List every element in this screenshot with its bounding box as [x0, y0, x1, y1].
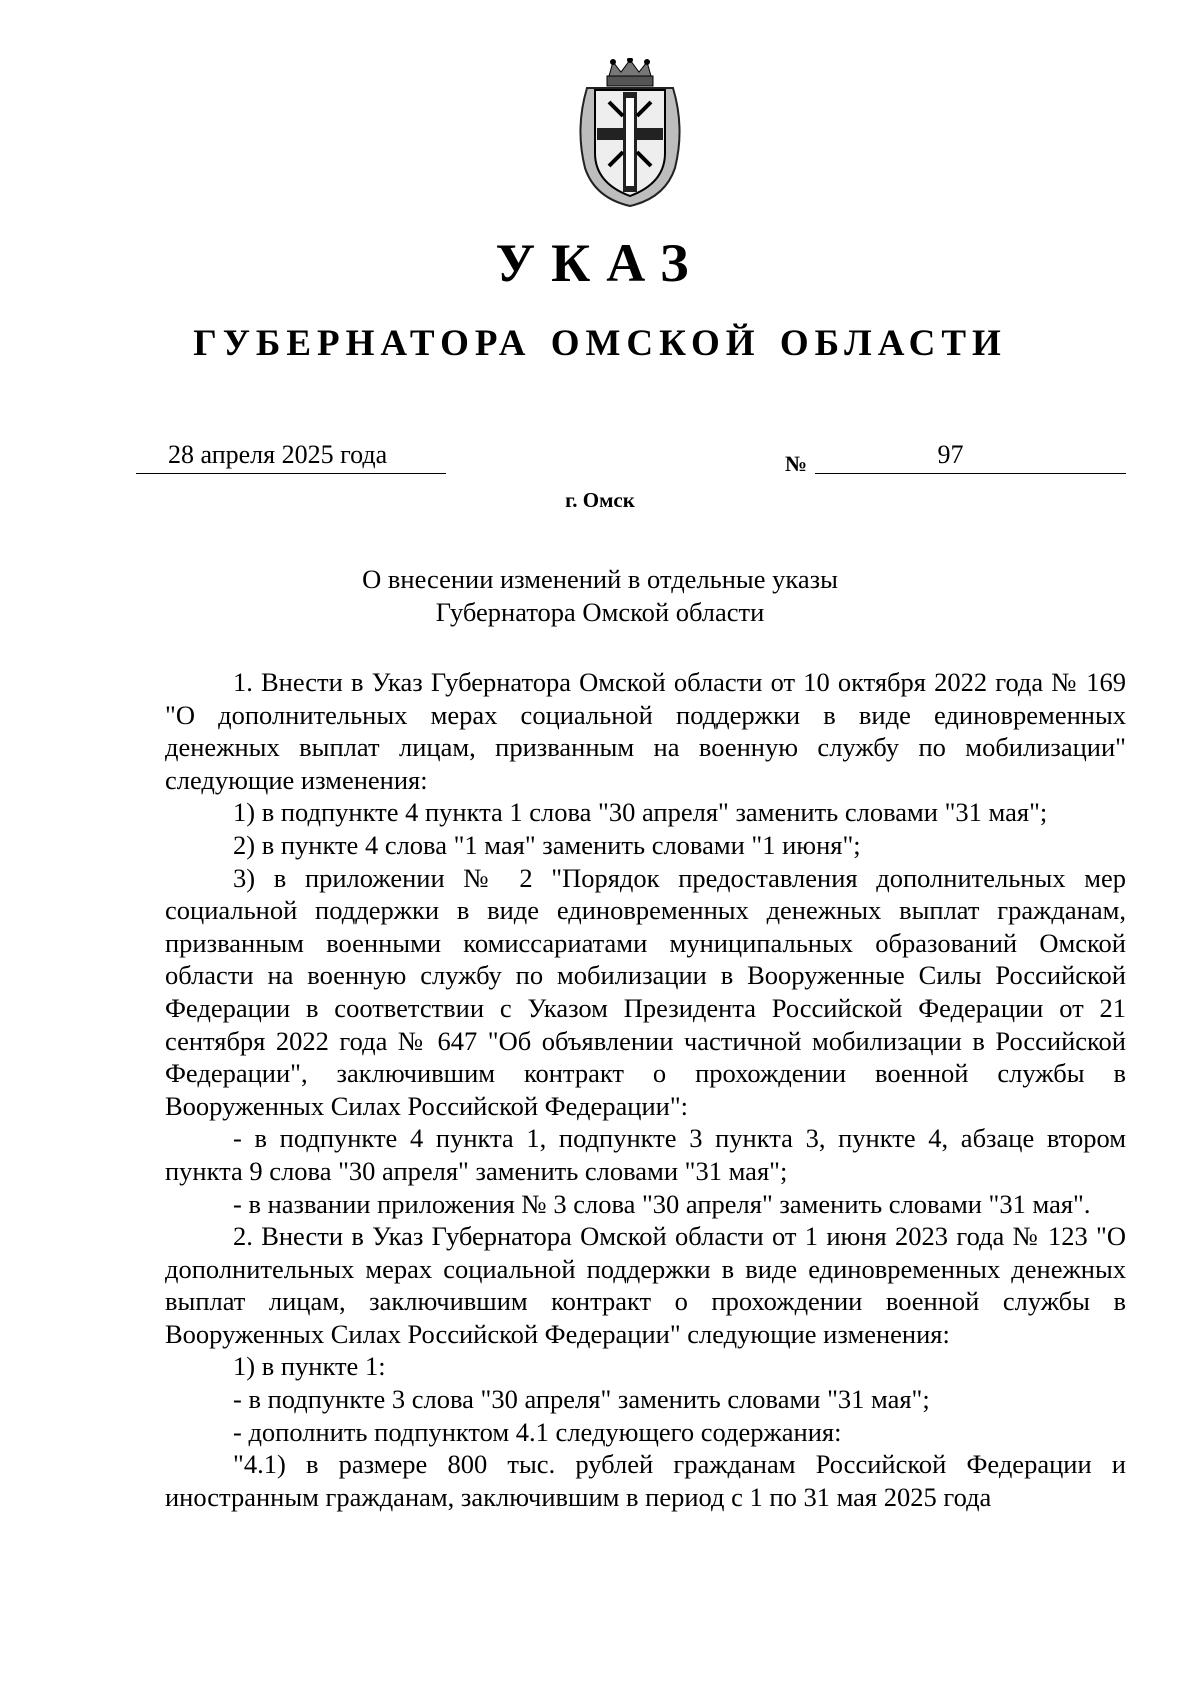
document-subject	[0, 563, 1200, 629]
paragraph: 3) в приложении № 2 "Порядок предоставления дополнительных мер социальной поддержки в виде единовременных денежных выплат гражданам, призванным военными комиссариатами муниципальных образований Омской области на военную службу по мобилизации в Вооруженные Силы Российской Федерации в соответствии с Указом Президента Российской Федерации от 21 сентября 2022 года № 647 "Об объявлении частичной мобилизации в Российской Федерации", заключившим контракт о прохождении военной службы в Вооруженных Силах Российской Федерации":	[165, 862, 1126, 1121]
document-body	[165, 666, 1126, 1513]
subject-line-2: Губернатора Омской области	[435, 597, 765, 627]
paragraph: 1) в подпункте 4 пункта 1 слова "30 апреля" заменить словами "31 мая";	[233, 797, 1048, 828]
subject-line-1: О внесении изменений в отдельные указы	[362, 564, 838, 594]
paragraph: 1. Внести в Указ Губернатора Омской области от 10 октября 2022 года № 169 "О дополнительных мерах социальной поддержки в виде единовременных денежных выплат лицам, призванным на военную службу по мобилизации" следующие изменения:	[165, 667, 1126, 795]
paragraph: - в названии приложения № 3 слова "30 апреля" заменить словами "31 мая".	[233, 1188, 1091, 1219]
paragraph: "4.1) в размере 800 тыс. рублей гражданам Российской Федерации и иностранным гражданам, заключившим в период с 1 по 31 мая 2025 года	[165, 1449, 1126, 1512]
paragraph: - в подпункте 4 пункта 1, подпункте 3 пункта 3, пункте 4, абзаце втором пункта 9 слова "30 апреля" заменить словами "31 мая";	[165, 1123, 1126, 1186]
crown-icon	[607, 58, 653, 86]
paragraph: 1) в пункте 1:	[233, 1351, 386, 1382]
paragraph: - в подпункте 3 слова "30 апреля" заменить словами "31 мая";	[233, 1384, 930, 1415]
paragraph: 2) в пункте 4 слова "1 мая" заменить словами "1 июня";	[233, 829, 861, 860]
document-number: 97	[815, 440, 1126, 474]
coat-of-arms-emblem	[565, 58, 695, 208]
paragraph: 2. Внести в Указ Губернатора Омской области от 1 июня 2023 года № 123 "О дополнительных мерах социальной поддержки в виде единовременных денежных выплат лицам, заключившим контракт о прохождении военной службы в Вооруженных Силах Российской Федерации" следующие изменения:	[165, 1221, 1126, 1349]
document-subtitle: ГУБЕРНАТОРА ОМСКОЙ ОБЛАСТИ	[193, 323, 1007, 364]
document-date: 28 апреля 2025 года	[136, 440, 446, 474]
number-label: №	[785, 451, 808, 476]
document-title: УКАЗ	[495, 233, 705, 293]
paragraph: - дополнить подпунктом 4.1 следующего содержания:	[233, 1416, 842, 1447]
document-city: г. Омск	[565, 488, 635, 512]
